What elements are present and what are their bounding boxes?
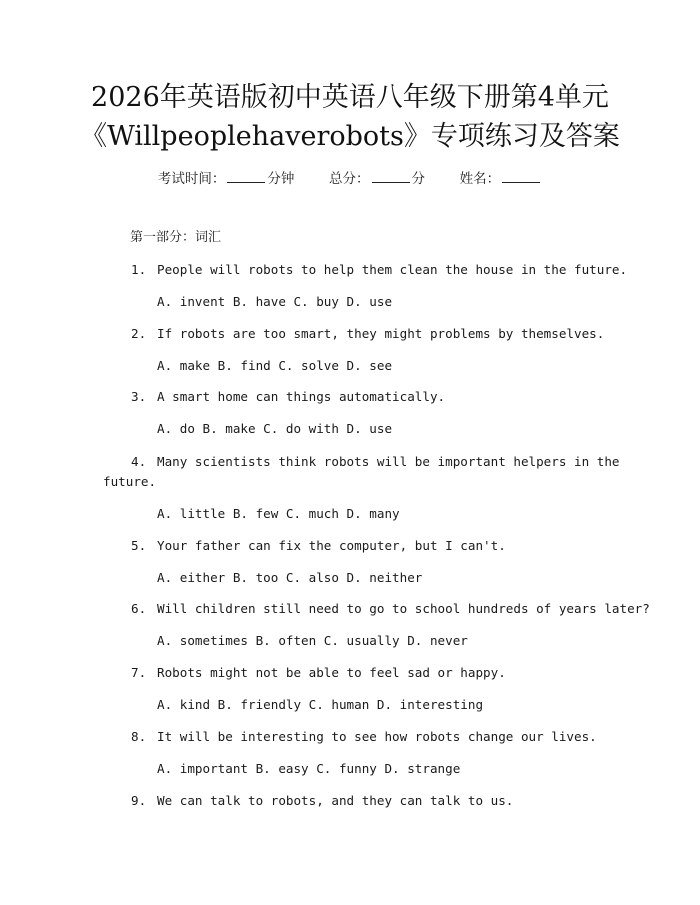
question-text: Many scientists think robots will be important helpers in the [157, 454, 620, 469]
section-heading: 第一部分：词汇 [130, 230, 222, 245]
question-text: People will robots to help them clean the house in the future. [157, 262, 628, 277]
question-number: 6. [131, 601, 147, 616]
question-text: We can talk to robots, and they can talk to us. [157, 793, 514, 808]
question-text: If robots are too smart, they might problems by themselves. [157, 326, 605, 341]
time-label: 考试时间： [157, 171, 226, 187]
name-blank [502, 168, 540, 183]
question-options: A. sometimes B. often C. usually D. never [157, 633, 468, 648]
exam-meta-row [0, 168, 700, 189]
question-number: 5. [131, 538, 147, 553]
question-text: A smart home can things automatically. [157, 389, 446, 404]
question-number: 7. [131, 665, 147, 680]
question-text: Will children still need to go to school hundreds of years later? [157, 601, 650, 616]
document-title-line-1: 2026年英语版初中英语八年级下册第4单元 [91, 82, 609, 113]
question-text: Robots might not be able to feel sad or happy. [157, 665, 506, 680]
time-unit: 分钟 [267, 171, 295, 187]
score-label: 总分： [329, 171, 370, 187]
question-options: A. make B. find C. solve D. see [157, 358, 393, 373]
question-text: Your father can fix the computer, but I can't. [157, 538, 506, 553]
document-title-line-2: 《Willpeoplehaverobots》专项练习及答案 [80, 121, 620, 152]
question-text: It will be interesting to see how robots change our lives. [157, 729, 597, 744]
question-number: 4. [131, 454, 147, 469]
question-number: 2. [131, 326, 147, 341]
score-unit: 分 [411, 171, 425, 187]
time-blank [227, 168, 265, 183]
question-options: A. important B. easy C. funny D. strange [157, 761, 461, 776]
question-number: 8. [131, 729, 147, 744]
question-options: A. do B. make C. do with D. use [157, 421, 393, 436]
question-number: 3. [131, 389, 147, 404]
question-options: A. either B. too C. also D. neither [157, 570, 423, 585]
question-number: 1. [131, 262, 147, 277]
question-options: A. kind B. friendly C. human D. interesting [157, 697, 484, 712]
question-options: A. little B. few C. much D. many [157, 506, 400, 521]
question-number: 9. [131, 793, 147, 808]
name-label: 姓名： [459, 171, 501, 187]
question-options: A. invent B. have C. buy D. use [157, 294, 393, 309]
question-text-continued: future. [103, 474, 157, 489]
score-blank [372, 168, 410, 183]
